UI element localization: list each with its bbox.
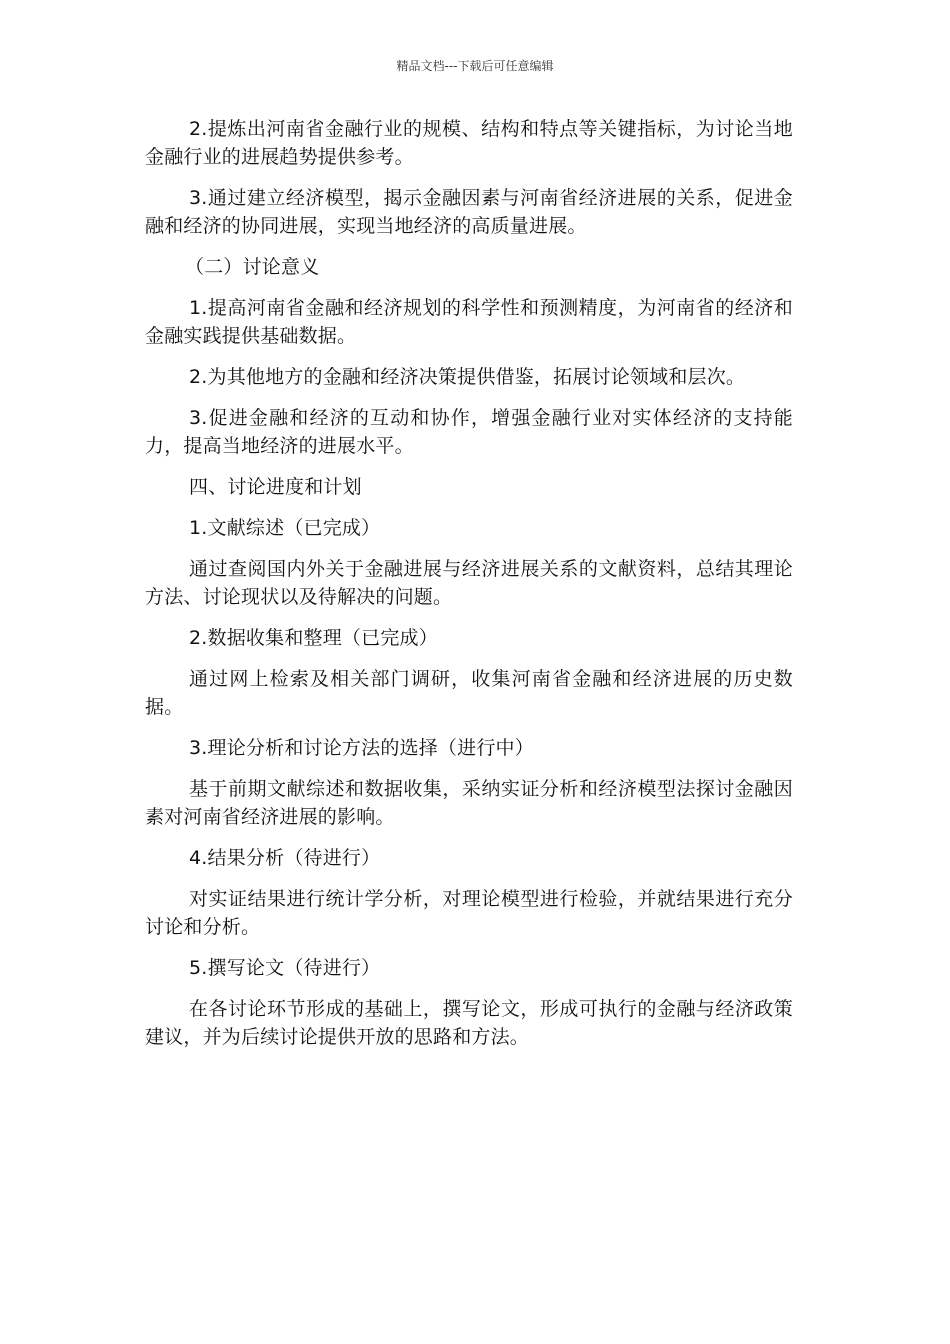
paragraph-significance-3: 3.促进金融和经济的互动和协作，增强金融行业对实体经济的支持能力，提高当地经济的进展水平。 xyxy=(145,407,793,457)
document-body xyxy=(145,115,793,1064)
paragraph-objective-2: 2.提炼出河南省金融行业的规模、结构和特点等关键指标，为讨论当地金融行业的进展趋势提供参考。 xyxy=(145,118,793,168)
schedule-item-4-title: 4.结果分析（待进行） xyxy=(189,847,381,869)
schedule-item-3-body: 基于前期文献综述和数据收集，采纳实证分析和经济模型法探讨金融因素对河南省经济进展的影响。 xyxy=(145,778,793,828)
page-header: 精品文档---下载后可任意编辑 xyxy=(396,59,554,73)
schedule-item-5-body: 在各讨论环节形成的基础上，撰写论文，形成可执行的金融与经济政策建议，并为后续讨论提供开放的思路和方法。 xyxy=(145,998,793,1048)
schedule-item-1-title: 1.文献综述（已完成） xyxy=(189,517,381,539)
section-heading-significance: （二）讨论意义 xyxy=(185,256,320,278)
paragraph-significance-1: 1.提高河南省金融和经济规划的科学性和预测精度，为河南省的经济和金融实践提供基础数据。 xyxy=(145,297,793,347)
schedule-item-4-body: 对实证结果进行统计学分析，对理论模型进行检验，并就结果进行充分讨论和分析。 xyxy=(145,888,793,938)
paragraph-objective-3: 3.通过建立经济模型，揭示金融因素与河南省经济进展的关系，促进金融和经济的协同进展，实现当地经济的高质量进展。 xyxy=(145,187,793,237)
schedule-item-3-title: 3.理论分析和讨论方法的选择（进行中） xyxy=(189,737,534,759)
paragraph-significance-2: 2.为其他地方的金融和经济决策提供借鉴，拓展讨论领域和层次。 xyxy=(189,366,746,388)
schedule-item-2-title: 2.数据收集和整理（已完成） xyxy=(189,627,438,649)
section-heading-schedule: 四、讨论进度和计划 xyxy=(189,476,362,498)
schedule-item-1-body: 通过查阅国内外关于金融进展与经济进展关系的文献资料，总结其理论方法、讨论现状以及待解决的问题。 xyxy=(145,558,793,608)
schedule-item-2-body: 通过网上检索及相关部门调研，收集河南省金融和经济进展的历史数据。 xyxy=(145,668,793,718)
schedule-item-5-title: 5.撰写论文（待进行） xyxy=(189,957,381,979)
